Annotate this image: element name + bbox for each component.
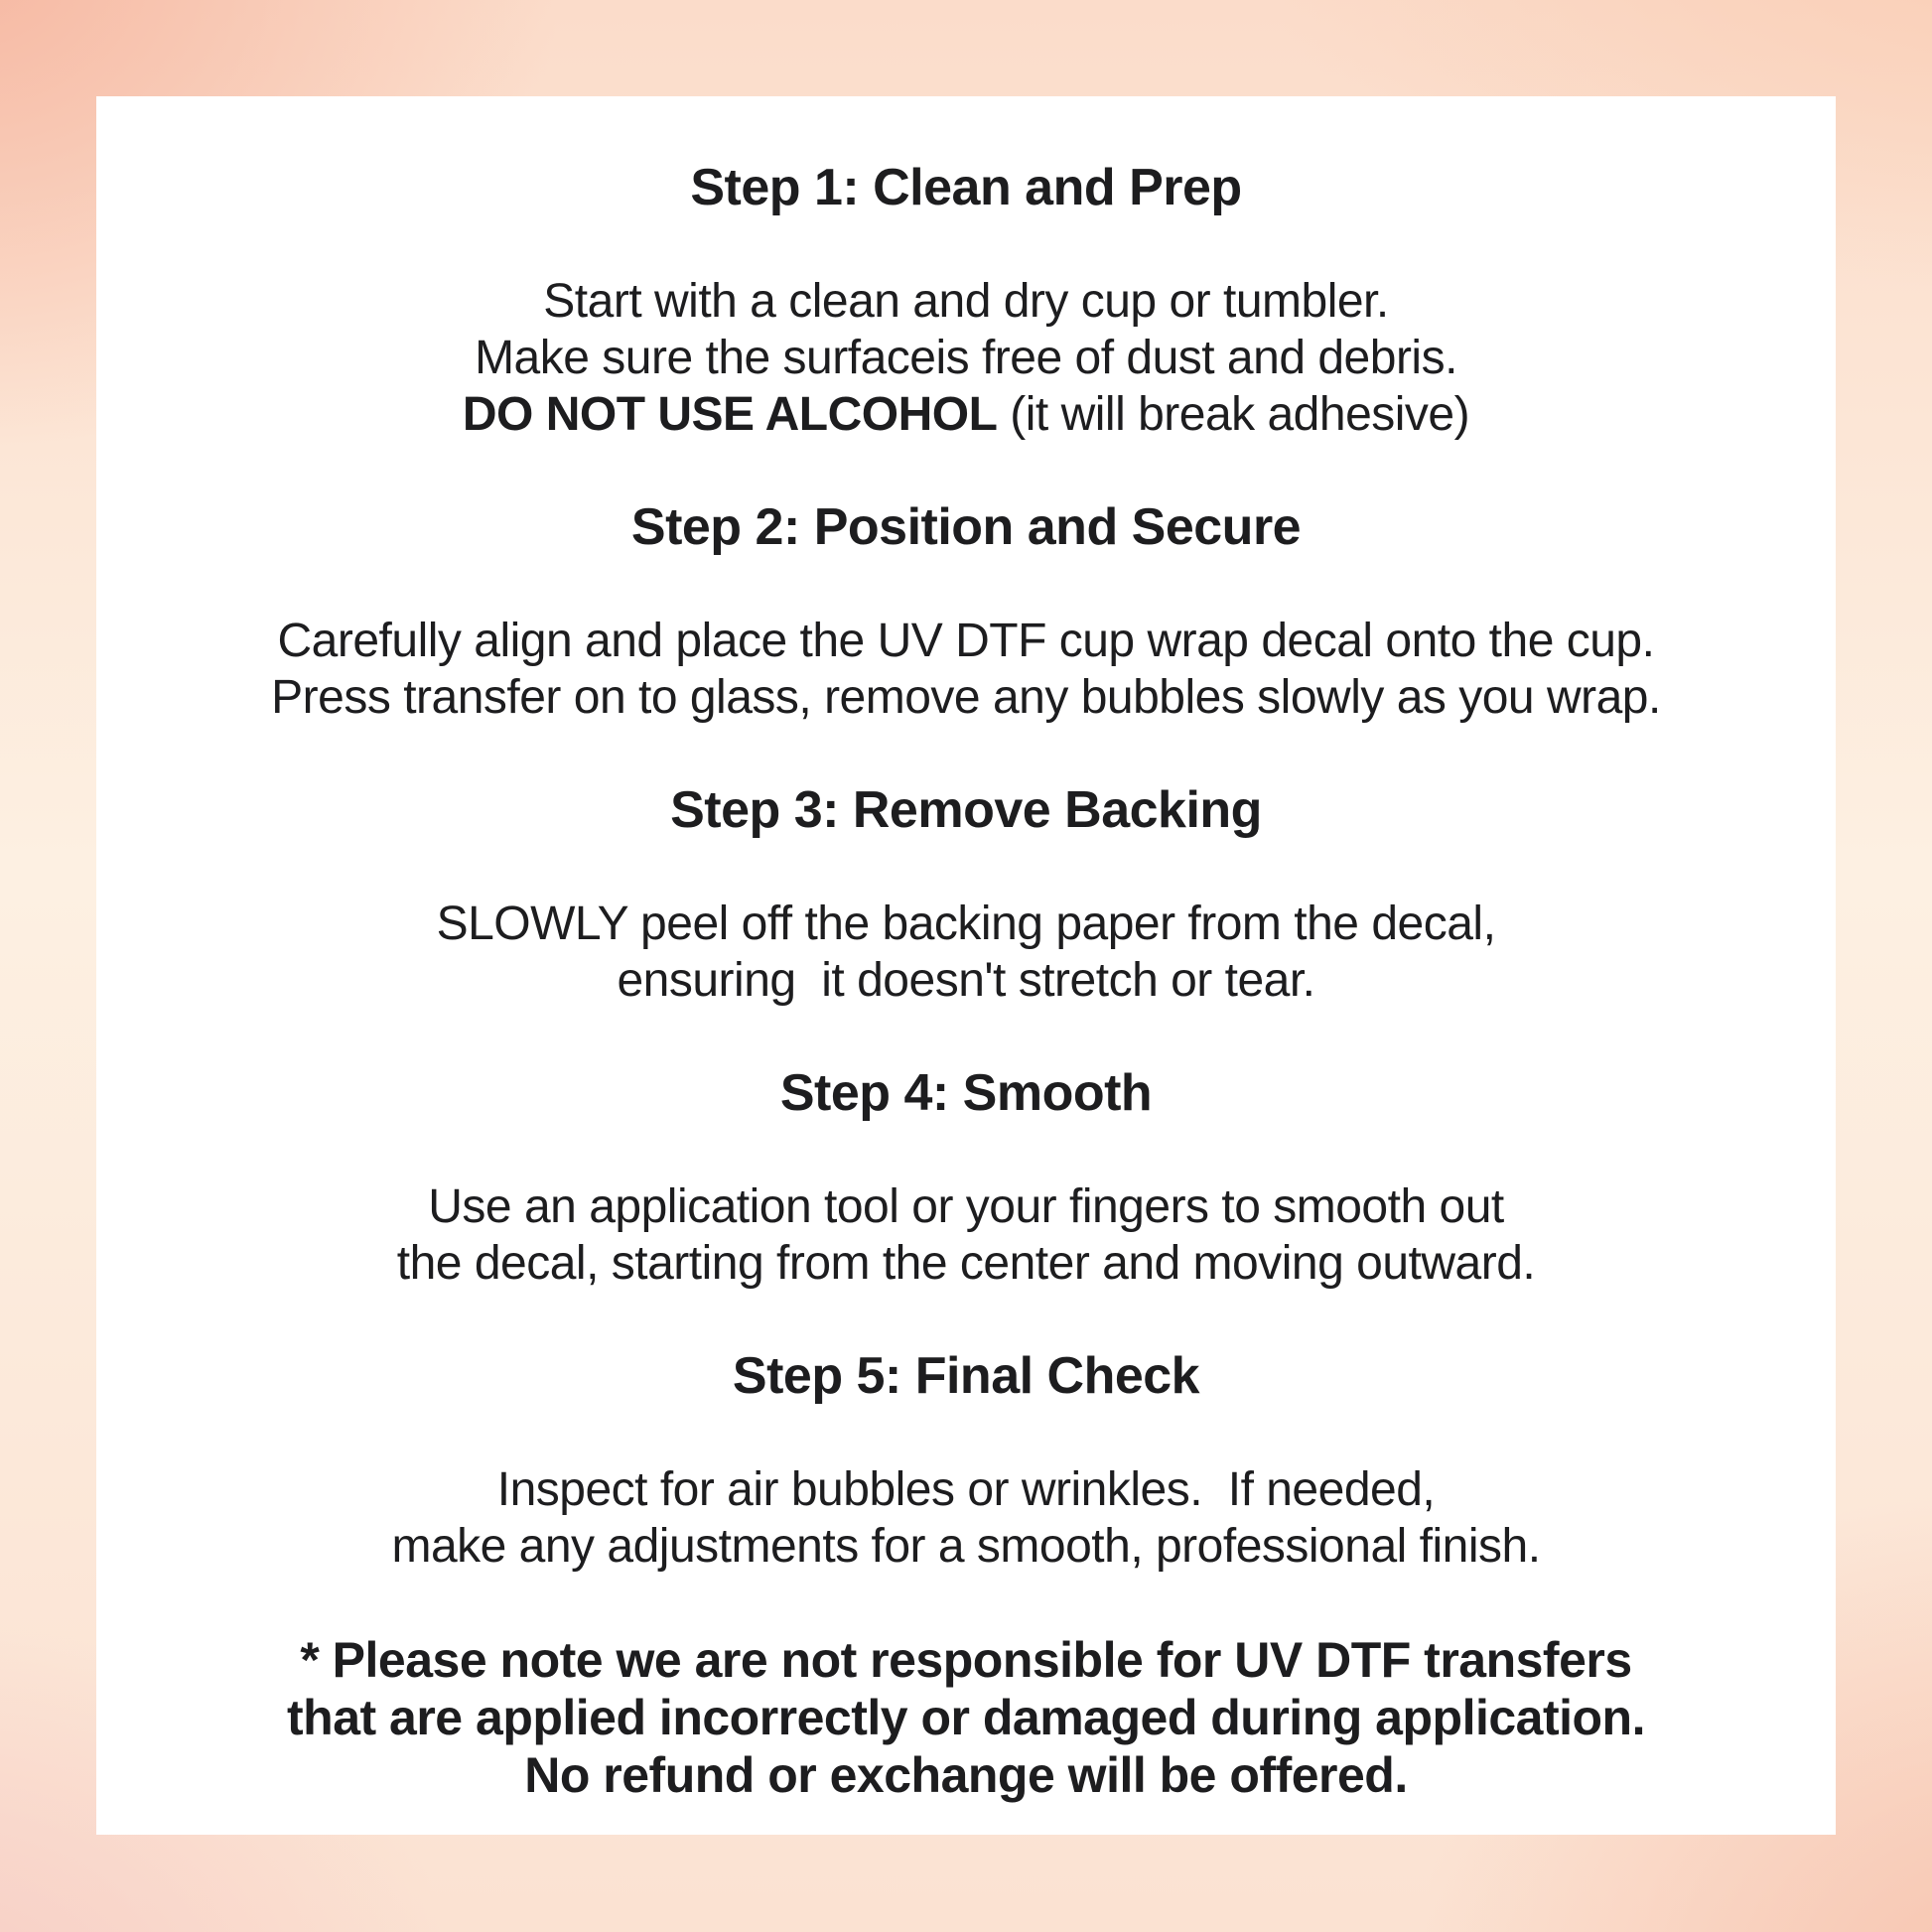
body-line [126,386,1806,443]
step-3-body [126,896,1806,1009]
body-line: SLOWLY peel off the backing paper from the decal, [436,897,1496,950]
section-step-3 [126,782,1806,1009]
body-line: Make sure the surfaceis free of dust and debris. [475,332,1457,384]
card-content [96,96,1836,1835]
step-1-heading: Step 1: Clean and Prep [690,159,1242,216]
section-step-2 [126,499,1806,726]
body-line: Start with a clean and dry cup or tumbler. [543,275,1389,328]
disclaimer [126,1631,1806,1804]
body-line: Carefully align and place the UV DTF cup wrap decal onto the cup. [277,615,1655,667]
body-line: Use an application tool or your fingers to smooth out [428,1180,1504,1233]
body-line: ensuring it doesn't stretch or tear. [617,954,1315,1007]
alcohol-warning-rest: (it will break adhesive) [997,388,1470,441]
step-2-body [126,613,1806,726]
step-5-body [126,1461,1806,1575]
step-4-heading: Step 4: Smooth [779,1064,1153,1122]
disclaimer-line: * Please note we are not responsible for UV DTF transfers [300,1632,1632,1688]
section-step-1 [126,160,1806,443]
disclaimer-line: No refund or exchange will be offered. [524,1747,1408,1803]
step-1-body [126,273,1806,443]
alcohol-warning-bold: DO NOT USE ALCOHOL [462,388,998,441]
section-step-4 [126,1065,1806,1292]
step-2-heading: Step 2: Position and Secure [630,498,1302,556]
step-4-body [126,1178,1806,1292]
body-line: Press transfer on to glass, remove any bubbles slowly as you wrap. [271,671,1661,724]
step-3-heading: Step 3: Remove Backing [670,781,1262,839]
section-step-5 [126,1348,1806,1575]
body-line: make any adjustments for a smooth, professional finish. [391,1520,1541,1573]
step-5-heading: Step 5: Final Check [732,1347,1200,1405]
disclaimer-line: that are applied incorrectly or damaged during application. [287,1690,1645,1745]
instruction-card [96,96,1836,1835]
body-line: Inspect for air bubbles or wrinkles. If needed, [496,1463,1436,1516]
body-line: the decal, starting from the center and moving outward. [396,1237,1536,1290]
